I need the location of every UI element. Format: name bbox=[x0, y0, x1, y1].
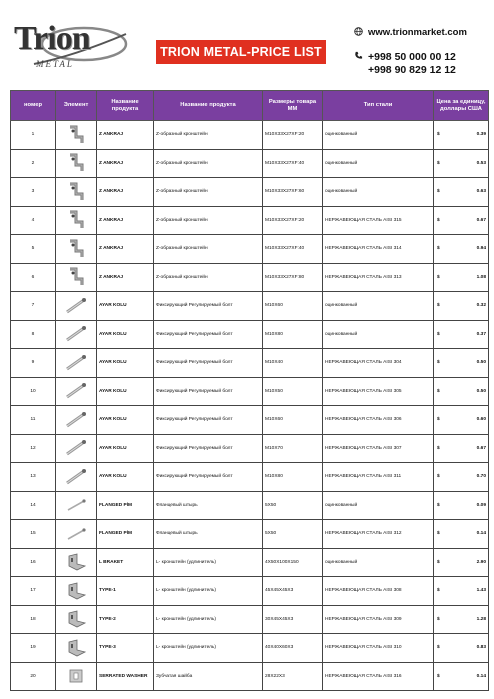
row-product-name: Фланцевый штырь bbox=[154, 491, 263, 520]
row-number: 20 bbox=[11, 662, 56, 691]
currency-symbol: $ bbox=[437, 673, 440, 679]
l-bracket-icon bbox=[65, 589, 87, 594]
header-size: Размеры товара ММ bbox=[263, 91, 323, 121]
z-bracket-icon bbox=[65, 247, 87, 252]
row-steel-type: НЕРЖАВЕЮЩАЯ СТАЛЬ AISI 312 bbox=[323, 520, 434, 549]
row-price bbox=[434, 149, 489, 178]
row-price bbox=[434, 349, 489, 378]
currency-symbol: $ bbox=[437, 217, 440, 223]
bolt-icon bbox=[64, 475, 88, 480]
price-list-title: TRION METAL-PRICE LIST bbox=[156, 40, 326, 64]
table-row bbox=[11, 634, 489, 663]
table-row bbox=[11, 178, 489, 207]
row-element bbox=[56, 292, 97, 321]
row-size: M10X70 bbox=[263, 434, 323, 463]
row-steel-type: НЕРЖАВЕЮЩАЯ СТАЛЬ AISI 306 bbox=[323, 406, 434, 435]
table-row bbox=[11, 206, 489, 235]
price-value: 0.14 bbox=[476, 531, 486, 537]
trion-logo bbox=[14, 20, 132, 72]
row-product-name: Фиксирующий Регулируемый болт bbox=[154, 349, 263, 378]
row-price bbox=[434, 634, 489, 663]
row-price bbox=[434, 235, 489, 264]
row-number: 6 bbox=[11, 263, 56, 292]
washer-icon bbox=[67, 675, 85, 680]
row-size: M10X33X27XF:40 bbox=[263, 149, 323, 178]
row-element bbox=[56, 406, 97, 435]
website-row bbox=[354, 27, 490, 41]
row-steel-type: оцинкованный bbox=[323, 320, 434, 349]
row-number: 5 bbox=[11, 235, 56, 264]
currency-symbol: $ bbox=[437, 331, 440, 337]
row-steel-type: НЕРЖАВЕЮЩАЯ СТАЛЬ AISI 308 bbox=[323, 577, 434, 606]
row-element bbox=[56, 349, 97, 378]
row-product-code: AYAR KOLU bbox=[97, 292, 154, 321]
row-steel-type: НЕРЖАВЕЮЩАЯ СТАЛЬ AISI 315 bbox=[323, 206, 434, 235]
row-product-code: Z ANKRAJ bbox=[97, 235, 154, 264]
l-bracket-icon bbox=[65, 618, 87, 623]
row-price bbox=[434, 406, 489, 435]
row-element bbox=[56, 206, 97, 235]
row-number: 8 bbox=[11, 320, 56, 349]
header-product-code: Название продукта bbox=[97, 91, 154, 121]
currency-symbol: $ bbox=[437, 559, 440, 565]
row-number: 17 bbox=[11, 577, 56, 606]
row-number: 15 bbox=[11, 520, 56, 549]
row-element bbox=[56, 320, 97, 349]
table-row bbox=[11, 235, 489, 264]
currency-symbol: $ bbox=[437, 274, 440, 280]
row-size: M10X33X27XF:20 bbox=[263, 121, 323, 150]
row-steel-type: НЕРЖАВЕЮЩАЯ СТАЛЬ AISI 305 bbox=[323, 377, 434, 406]
z-bracket-icon bbox=[65, 133, 87, 138]
price-table bbox=[10, 90, 489, 691]
table-header-row bbox=[11, 91, 489, 121]
phone-number-2[interactable]: +998 90 829 12 12 bbox=[368, 64, 456, 76]
table-row bbox=[11, 520, 489, 549]
row-product-code: Z ANKRAJ bbox=[97, 263, 154, 292]
price-value: 0.67 bbox=[476, 217, 486, 223]
row-steel-type: оцинкованный bbox=[323, 178, 434, 207]
row-price bbox=[434, 463, 489, 492]
row-product-name: Z-образный кронштейн bbox=[154, 149, 263, 178]
currency-symbol: $ bbox=[437, 616, 440, 622]
row-number: 1 bbox=[11, 121, 56, 150]
row-product-name: Z-образный кронштейн bbox=[154, 206, 263, 235]
bolt-icon bbox=[64, 418, 88, 423]
row-number: 19 bbox=[11, 634, 56, 663]
table-row bbox=[11, 491, 489, 520]
z-bracket-icon bbox=[65, 219, 87, 224]
row-product-name: L- кронштейн (удлинитель) bbox=[154, 605, 263, 634]
row-number: 18 bbox=[11, 605, 56, 634]
row-element bbox=[56, 577, 97, 606]
row-steel-type: НЕРЖАВЕЮЩАЯ СТАЛЬ AISI 304 bbox=[323, 349, 434, 378]
row-steel-type: оцинкованный bbox=[323, 491, 434, 520]
l-bracket-icon bbox=[65, 561, 87, 566]
row-size: 30X45X45X3 bbox=[263, 605, 323, 634]
row-product-name: Z-образный кронштейн bbox=[154, 178, 263, 207]
row-element bbox=[56, 662, 97, 691]
currency-symbol: $ bbox=[437, 502, 440, 508]
table-row bbox=[11, 662, 489, 691]
table-row bbox=[11, 377, 489, 406]
table-row bbox=[11, 121, 489, 150]
row-product-name: Зубчатая шайба bbox=[154, 662, 263, 691]
row-product-name: Фиксирующий Регулируемый болт bbox=[154, 292, 263, 321]
price-value: 0.70 bbox=[476, 474, 486, 480]
z-bracket-icon bbox=[65, 190, 87, 195]
row-price bbox=[434, 320, 489, 349]
row-size: M10X40 bbox=[263, 349, 323, 378]
website-link[interactable]: www.trionmarket.com bbox=[368, 27, 467, 38]
row-steel-type: НЕРЖАВЕЮЩАЯ СТАЛЬ AISI 316 bbox=[323, 662, 434, 691]
l-bracket-icon bbox=[65, 646, 87, 651]
row-size: M10X80 bbox=[263, 320, 323, 349]
table-row bbox=[11, 577, 489, 606]
price-value: 0.50 bbox=[476, 388, 486, 394]
row-number: 3 bbox=[11, 178, 56, 207]
row-size: 40X40X60X3 bbox=[263, 634, 323, 663]
currency-symbol: $ bbox=[437, 303, 440, 309]
row-price bbox=[434, 377, 489, 406]
row-element bbox=[56, 634, 97, 663]
header bbox=[0, 0, 494, 88]
row-steel-type: оцинкованный bbox=[323, 292, 434, 321]
table-row bbox=[11, 605, 489, 634]
row-number: 4 bbox=[11, 206, 56, 235]
row-price bbox=[434, 178, 489, 207]
header-product-name: Название продукта bbox=[154, 91, 263, 121]
currency-symbol: $ bbox=[437, 360, 440, 366]
table-row bbox=[11, 292, 489, 321]
price-value: 0.09 bbox=[476, 502, 486, 508]
price-value: 1.28 bbox=[476, 616, 486, 622]
currency-symbol: $ bbox=[437, 417, 440, 423]
price-value: 0.53 bbox=[476, 160, 486, 166]
row-product-name: Фиксирующий Регулируемый болт bbox=[154, 406, 263, 435]
row-element bbox=[56, 605, 97, 634]
row-number: 12 bbox=[11, 434, 56, 463]
currency-symbol: $ bbox=[437, 645, 440, 651]
row-size: M10X33X27XF:20 bbox=[263, 206, 323, 235]
row-size: 45X45X45X3 bbox=[263, 577, 323, 606]
row-product-name: Фиксирующий Регулируемый болт bbox=[154, 463, 263, 492]
row-size: 5X50 bbox=[263, 520, 323, 549]
row-product-name: Z-образный кронштейн bbox=[154, 235, 263, 264]
row-product-name: L- кронштейн (удлинитель) bbox=[154, 548, 263, 577]
globe-icon bbox=[354, 27, 368, 38]
row-size: M10X60 bbox=[263, 292, 323, 321]
price-value: 2.90 bbox=[476, 559, 486, 565]
row-price bbox=[434, 577, 489, 606]
bolt-icon bbox=[64, 333, 88, 338]
row-size: 5X50 bbox=[263, 491, 323, 520]
row-element bbox=[56, 463, 97, 492]
row-steel-type: оцинкованный bbox=[323, 149, 434, 178]
row-element bbox=[56, 263, 97, 292]
price-value: 0.50 bbox=[476, 360, 486, 366]
row-element bbox=[56, 178, 97, 207]
row-steel-type: оцинкованный bbox=[323, 121, 434, 150]
row-price bbox=[434, 206, 489, 235]
row-product-code: AYAR KOLU bbox=[97, 434, 154, 463]
row-element bbox=[56, 520, 97, 549]
row-number: 9 bbox=[11, 349, 56, 378]
row-product-code: AYAR KOLU bbox=[97, 349, 154, 378]
row-product-code: TYPE-2 bbox=[97, 605, 154, 634]
row-product-name: Z-образный кронштейн bbox=[154, 263, 263, 292]
row-number: 13 bbox=[11, 463, 56, 492]
row-steel-type: НЕРЖАВЕЮЩАЯ СТАЛЬ AISI 313 bbox=[323, 263, 434, 292]
row-product-code: AYAR KOLU bbox=[97, 320, 154, 349]
row-product-code: Z ANKRAJ bbox=[97, 149, 154, 178]
row-product-name: Фиксирующий Регулируемый болт bbox=[154, 377, 263, 406]
header-number: номер bbox=[11, 91, 56, 121]
row-product-code: SERRATED WASHER bbox=[97, 662, 154, 691]
price-value: 0.67 bbox=[476, 445, 486, 451]
price-value: 1.43 bbox=[476, 588, 486, 594]
row-size: 4X50X100X150 bbox=[263, 548, 323, 577]
row-product-code: Z ANKRAJ bbox=[97, 178, 154, 207]
price-value: 0.94 bbox=[476, 246, 486, 252]
table-row bbox=[11, 406, 489, 435]
table-row bbox=[11, 463, 489, 492]
row-price bbox=[434, 263, 489, 292]
row-element bbox=[56, 377, 97, 406]
table-row bbox=[11, 320, 489, 349]
row-product-code: AYAR KOLU bbox=[97, 463, 154, 492]
table-row bbox=[11, 434, 489, 463]
logo-sub: METAL bbox=[36, 59, 74, 69]
row-product-name: Z-образный кронштейн bbox=[154, 121, 263, 150]
z-bracket-icon bbox=[65, 162, 87, 167]
header-steel-type: Тип стали bbox=[323, 91, 434, 121]
pin-icon bbox=[65, 532, 87, 537]
row-element bbox=[56, 149, 97, 178]
phone-number-1[interactable]: +998 50 000 00 12 bbox=[368, 51, 456, 63]
row-product-name: Фланцевый штырь bbox=[154, 520, 263, 549]
row-size: M10X33X27XF:60 bbox=[263, 178, 323, 207]
currency-symbol: $ bbox=[437, 160, 440, 166]
bolt-icon bbox=[64, 304, 88, 309]
row-product-code: FLANGED PİM bbox=[97, 520, 154, 549]
row-price bbox=[434, 121, 489, 150]
currency-symbol: $ bbox=[437, 445, 440, 451]
row-steel-type: НЕРЖАВЕЮЩАЯ СТАЛЬ AISI 310 bbox=[323, 634, 434, 663]
row-price bbox=[434, 548, 489, 577]
row-product-name: L- кронштейн (удлинитель) bbox=[154, 634, 263, 663]
header-element: Элемент bbox=[56, 91, 97, 121]
bolt-icon bbox=[64, 447, 88, 452]
phones-row bbox=[354, 51, 490, 77]
row-element bbox=[56, 235, 97, 264]
price-value: 0.83 bbox=[476, 645, 486, 651]
row-number: 16 bbox=[11, 548, 56, 577]
row-size: M10X60 bbox=[263, 406, 323, 435]
row-product-code: AYAR KOLU bbox=[97, 406, 154, 435]
row-product-code: AYAR KOLU bbox=[97, 377, 154, 406]
table-row bbox=[11, 263, 489, 292]
pin-icon bbox=[65, 504, 87, 509]
row-price bbox=[434, 491, 489, 520]
row-product-code: FLANGED PİM bbox=[97, 491, 154, 520]
contacts bbox=[354, 27, 490, 77]
row-element bbox=[56, 121, 97, 150]
bolt-icon bbox=[64, 361, 88, 366]
row-product-name: Фиксирующий Регулируемый болт bbox=[154, 320, 263, 349]
row-product-code: Z ANKRAJ bbox=[97, 121, 154, 150]
price-value: 0.14 bbox=[476, 673, 486, 679]
row-product-code: Z ANKRAJ bbox=[97, 206, 154, 235]
row-price bbox=[434, 662, 489, 691]
row-steel-type: оцинкованный bbox=[323, 548, 434, 577]
row-price bbox=[434, 292, 489, 321]
row-size: M10X80 bbox=[263, 463, 323, 492]
row-element bbox=[56, 434, 97, 463]
price-value: 0.60 bbox=[476, 417, 486, 423]
row-size: M10X33X27XF:80 bbox=[263, 263, 323, 292]
row-number: 14 bbox=[11, 491, 56, 520]
row-steel-type: НЕРЖАВЕЮЩАЯ СТАЛЬ AISI 314 bbox=[323, 235, 434, 264]
table-row bbox=[11, 548, 489, 577]
row-product-code: TYPE-3 bbox=[97, 634, 154, 663]
row-size: M10X50 bbox=[263, 377, 323, 406]
currency-symbol: $ bbox=[437, 388, 440, 394]
bolt-icon bbox=[64, 390, 88, 395]
row-number: 2 bbox=[11, 149, 56, 178]
currency-symbol: $ bbox=[437, 246, 440, 252]
price-value: 0.32 bbox=[476, 303, 486, 309]
row-number: 7 bbox=[11, 292, 56, 321]
row-size: M10X33X27XF:40 bbox=[263, 235, 323, 264]
currency-symbol: $ bbox=[437, 588, 440, 594]
row-price bbox=[434, 605, 489, 634]
row-product-code: TYPE-1 bbox=[97, 577, 154, 606]
row-element bbox=[56, 548, 97, 577]
row-number: 10 bbox=[11, 377, 56, 406]
table-row bbox=[11, 149, 489, 178]
row-steel-type: НЕРЖАВЕЮЩАЯ СТАЛЬ AISI 309 bbox=[323, 605, 434, 634]
row-product-name: L- кронштейн (удлинитель) bbox=[154, 577, 263, 606]
row-size: 28X22X3 bbox=[263, 662, 323, 691]
row-price bbox=[434, 520, 489, 549]
row-price bbox=[434, 434, 489, 463]
row-number: 11 bbox=[11, 406, 56, 435]
row-steel-type: НЕРЖАВЕЮЩАЯ СТАЛЬ AISI 307 bbox=[323, 434, 434, 463]
currency-symbol: $ bbox=[437, 189, 440, 195]
price-value: 0.37 bbox=[476, 331, 486, 337]
price-value: 0.63 bbox=[476, 189, 486, 195]
phone-icon bbox=[354, 51, 368, 64]
row-steel-type: НЕРЖАВЕЮЩАЯ СТАЛЬ AISI 311 bbox=[323, 463, 434, 492]
logo-word: Trion bbox=[14, 20, 90, 57]
currency-symbol: $ bbox=[437, 474, 440, 480]
price-value: 0.39 bbox=[476, 132, 486, 138]
header-price: Цена за единицу, доллары США bbox=[434, 91, 489, 121]
z-bracket-icon bbox=[65, 276, 87, 281]
currency-symbol: $ bbox=[437, 132, 440, 138]
table-row bbox=[11, 349, 489, 378]
row-element bbox=[56, 491, 97, 520]
currency-symbol: $ bbox=[437, 531, 440, 537]
row-product-name: Фиксирующий Регулируемый болт bbox=[154, 434, 263, 463]
row-product-code: L BRAKET bbox=[97, 548, 154, 577]
price-value: 1.08 bbox=[476, 274, 486, 280]
